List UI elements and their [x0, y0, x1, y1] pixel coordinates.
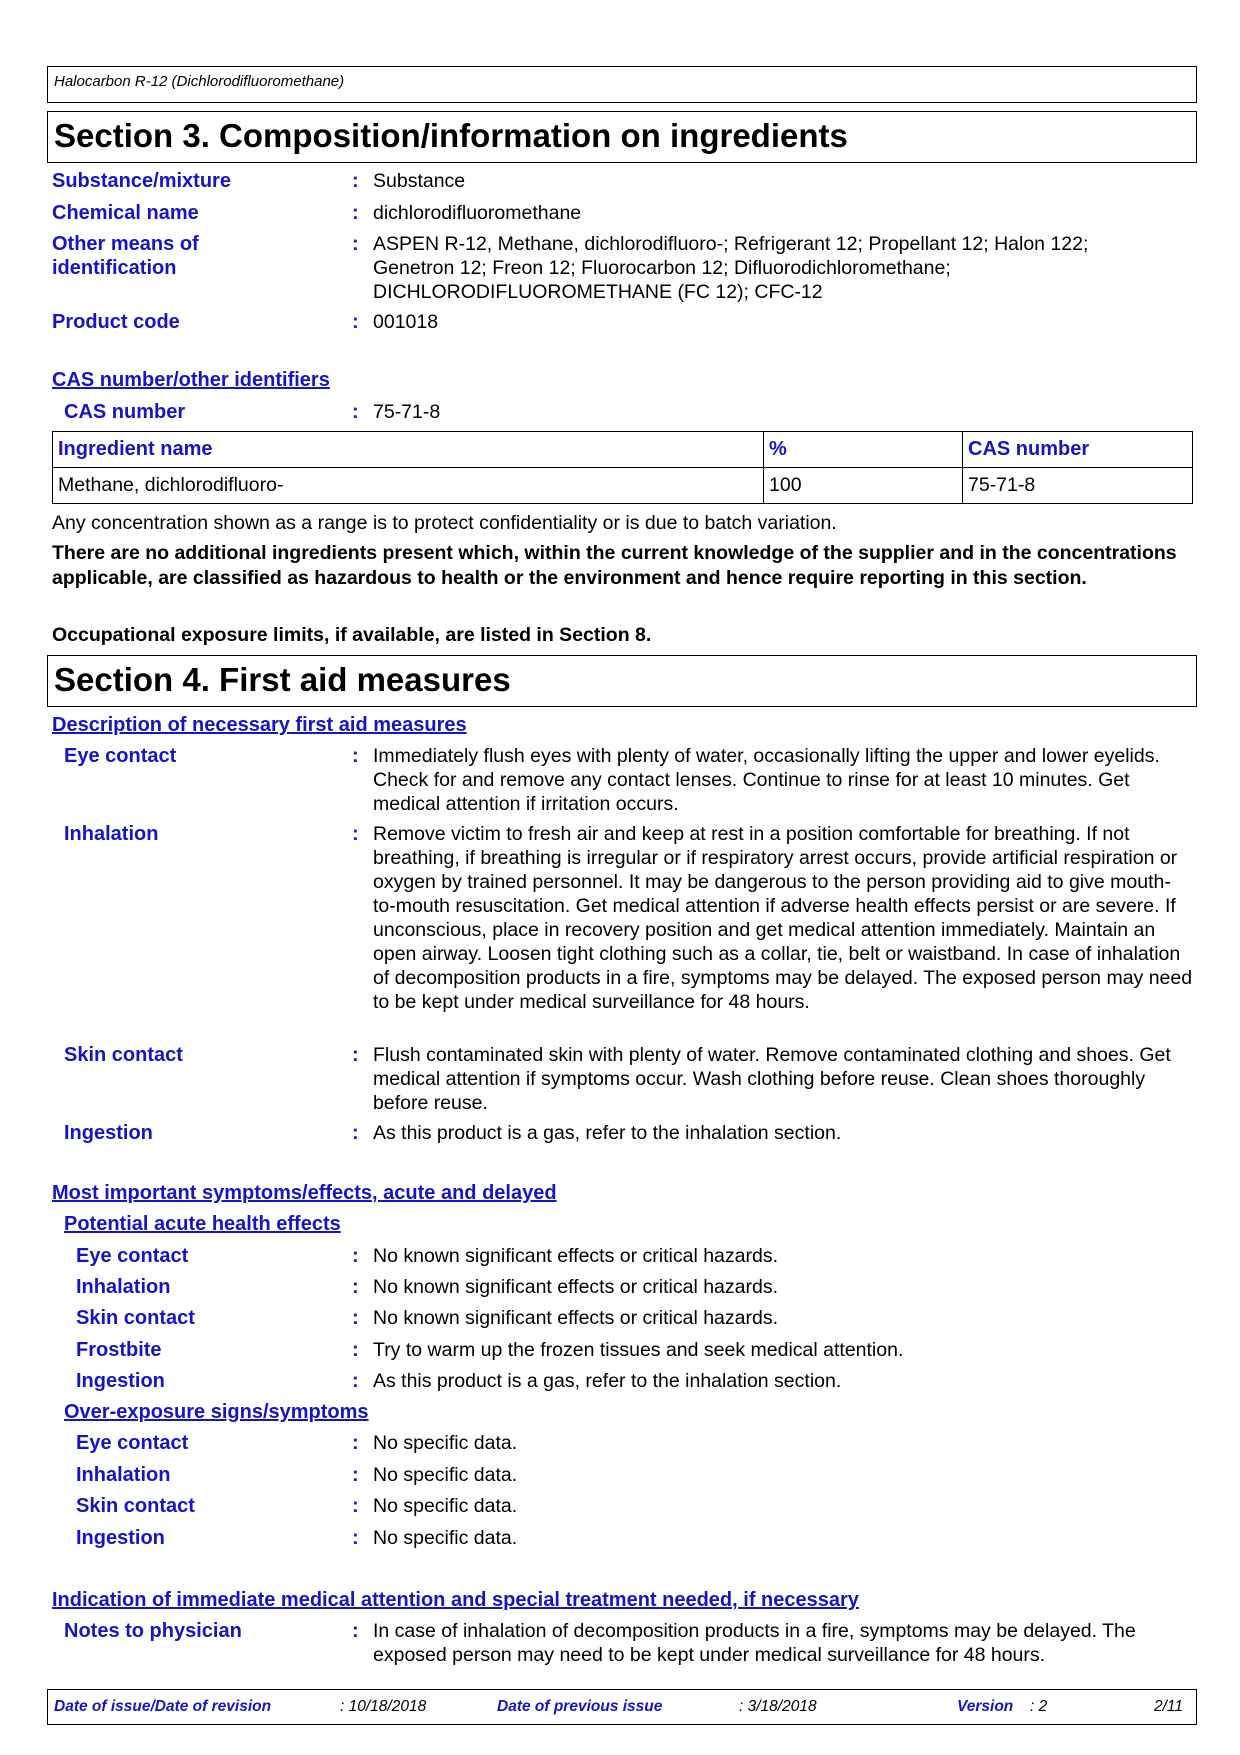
ingredients-table — [52, 431, 1193, 504]
additional-ingredients-note: There are no additional ingredients present which, within the current knowledge of the supplier and in the concentrations applicable, are classified as hazardous to health or the environment and hence require reporting in this section. — [52, 542, 1177, 589]
colon: : — [352, 1307, 359, 1329]
cas-heading: CAS number/other identifiers — [52, 369, 330, 391]
table-header-row — [53, 432, 1193, 468]
colon: : — [352, 1464, 359, 1486]
colon: : — [352, 745, 359, 767]
overexposure-heading: Over-exposure signs/symptoms — [64, 1401, 369, 1423]
colon: : — [352, 1370, 359, 1392]
field-label: Inhalation — [76, 1464, 171, 1486]
table-cell: 100 — [764, 468, 963, 504]
table-row — [53, 468, 1193, 504]
section-4-title: Section 4. First aid measures — [54, 661, 511, 698]
version-label: Version — [957, 1698, 1014, 1715]
colon: : — [352, 170, 359, 192]
indication-heading: Indication of immediate medical attention and special treatment needed, if necessary — [52, 1589, 859, 1611]
column-header: CAS number — [963, 432, 1193, 468]
section-3-header — [47, 111, 1197, 163]
section-4-header — [47, 655, 1197, 707]
field-value — [373, 232, 1193, 304]
issue-date-label: Date of issue/Date of revision — [54, 1698, 272, 1715]
field-label: Substance/mixture — [52, 170, 231, 192]
field-value: Try to warm up the frozen tissues and seek medical attention. — [373, 1339, 904, 1361]
field-value: No known significant effects or critical hazards. — [373, 1307, 778, 1329]
field-label-line: Other means of — [52, 233, 199, 255]
issue-date-value: : 10/18/2018 — [340, 1698, 427, 1715]
document-footer — [47, 1689, 1197, 1725]
field-label: Skin contact — [64, 1044, 183, 1066]
value-line: DICHLORODIFLUOROMETHANE (FC 12); CFC-12 — [373, 281, 823, 303]
exposure-limits-note: Occupational exposure limits, if available, are listed in Section 8. — [52, 624, 652, 646]
colon: : — [352, 1276, 359, 1298]
previous-issue-label: Date of previous issue — [497, 1698, 663, 1715]
field-value: Immediately flush eyes with plenty of water, occasionally lifting the upper and lower eyelids. Check for and remove any contact lenses. Continue to rinse for at least 10 minutes. Get medical attention if irritation occurs. — [373, 745, 1160, 815]
field-value: No specific data. — [373, 1432, 518, 1454]
field-label: Ingestion — [76, 1370, 165, 1392]
field-label: Frostbite — [76, 1339, 162, 1361]
first-aid-heading: Description of necessary first aid measures — [52, 714, 467, 736]
column-header: Ingredient name — [53, 432, 764, 468]
colon: : — [352, 823, 359, 845]
field-value: No known significant effects or critical hazards. — [373, 1245, 778, 1267]
colon: : — [352, 1245, 359, 1267]
product-name: Halocarbon R-12 (Dichlorodifluoromethane) — [54, 73, 345, 90]
field-label: Ingestion — [64, 1122, 153, 1144]
field-label: Ingestion — [76, 1527, 165, 1549]
previous-issue-value: : 3/18/2018 — [739, 1698, 817, 1715]
colon: : — [352, 1495, 359, 1517]
concentration-note: Any concentration shown as a range is to protect confidentiality or is due to batch variation. — [52, 512, 837, 534]
colon: : — [352, 1339, 359, 1361]
field-label: Inhalation — [64, 823, 159, 845]
colon: : — [352, 1432, 359, 1454]
colon: : — [352, 233, 359, 255]
field-value: Substance — [373, 170, 466, 192]
field-label: Skin contact — [76, 1307, 195, 1329]
field-value: In case of inhalation of decomposition products in a fire, symptoms may be delayed. The exposed person may need to be kept under medical surveillance for 48 hours. — [373, 1620, 1136, 1666]
symptoms-heading: Most important symptoms/effects, acute and delayed — [52, 1182, 557, 1204]
field-value: 001018 — [373, 311, 439, 333]
field-value: Remove victim to fresh air and keep at rest in a position comfortable for breathing. If not breathing, if breathing is irregular or if respiratory arrest occurs, provide artificial respiration or oxygen by trained personnel. It may be dangerous to the person providing aid to give mouth-to-mouth resuscitation. Get medical attention if adverse health effects persist or are severe. If unconscious, place in recovery position and get medical attention immediately. Maintain an open airway. Loosen tight clothing such as a collar, tie, belt or waistband. In case of inhalation of decomposition products in a fire, symptoms may be delayed. The exposed person may need to be kept under medical surveillance for 48 hours. — [373, 823, 1193, 1013]
version-value: : 2 — [1030, 1698, 1048, 1715]
field-label: Inhalation — [76, 1276, 171, 1298]
field-label: Eye contact — [64, 745, 177, 767]
table-cell: 75-71-8 — [963, 468, 1193, 504]
field-value: 75-71-8 — [373, 401, 441, 423]
field-label: Product code — [52, 311, 180, 333]
field-label: Skin contact — [76, 1495, 195, 1517]
field-label — [52, 232, 199, 280]
colon: : — [352, 401, 359, 423]
column-header: % — [764, 432, 963, 468]
field-value: As this product is a gas, refer to the inhalation section. — [373, 1370, 842, 1392]
document-header — [47, 66, 1197, 103]
table-cell: Methane, dichlorodifluoro- — [53, 468, 764, 504]
colon: : — [352, 311, 359, 333]
field-value: dichlorodifluoromethane — [373, 202, 582, 224]
colon: : — [352, 202, 359, 224]
field-label: Eye contact — [76, 1432, 189, 1454]
field-label: Notes to physician — [64, 1620, 242, 1642]
field-value: As this product is a gas, refer to the inhalation section. — [373, 1122, 842, 1144]
field-value: No specific data. — [373, 1527, 518, 1549]
colon: : — [352, 1527, 359, 1549]
colon: : — [352, 1620, 359, 1642]
colon: : — [352, 1122, 359, 1144]
colon: : — [352, 1044, 359, 1066]
value-line: Genetron 12; Freon 12; Fluorocarbon 12; Difluorodichloromethane; — [373, 257, 951, 279]
page-number: 2/11 — [1154, 1698, 1184, 1715]
field-label-line: identification — [52, 257, 177, 279]
field-label: Chemical name — [52, 202, 199, 224]
section-3-title: Section 3. Composition/information on ingredients — [54, 117, 848, 154]
field-value: No specific data. — [373, 1495, 518, 1517]
field-value: No specific data. — [373, 1464, 518, 1486]
field-value: Flush contaminated skin with plenty of water. Remove contaminated clothing and shoes. Get medical attention if symptoms occur. Wash clothing before reuse. Clean shoes thoroughly before reuse. — [373, 1044, 1171, 1114]
field-label: CAS number — [64, 401, 186, 423]
field-value: No known significant effects or critical hazards. — [373, 1276, 778, 1298]
field-label: Eye contact — [76, 1245, 189, 1267]
value-line: ASPEN R-12, Methane, dichlorodifluoro-; Refrigerant 12; Propellant 12; Halon 122; — [373, 233, 1089, 255]
acute-effects-heading: Potential acute health effects — [64, 1213, 341, 1235]
